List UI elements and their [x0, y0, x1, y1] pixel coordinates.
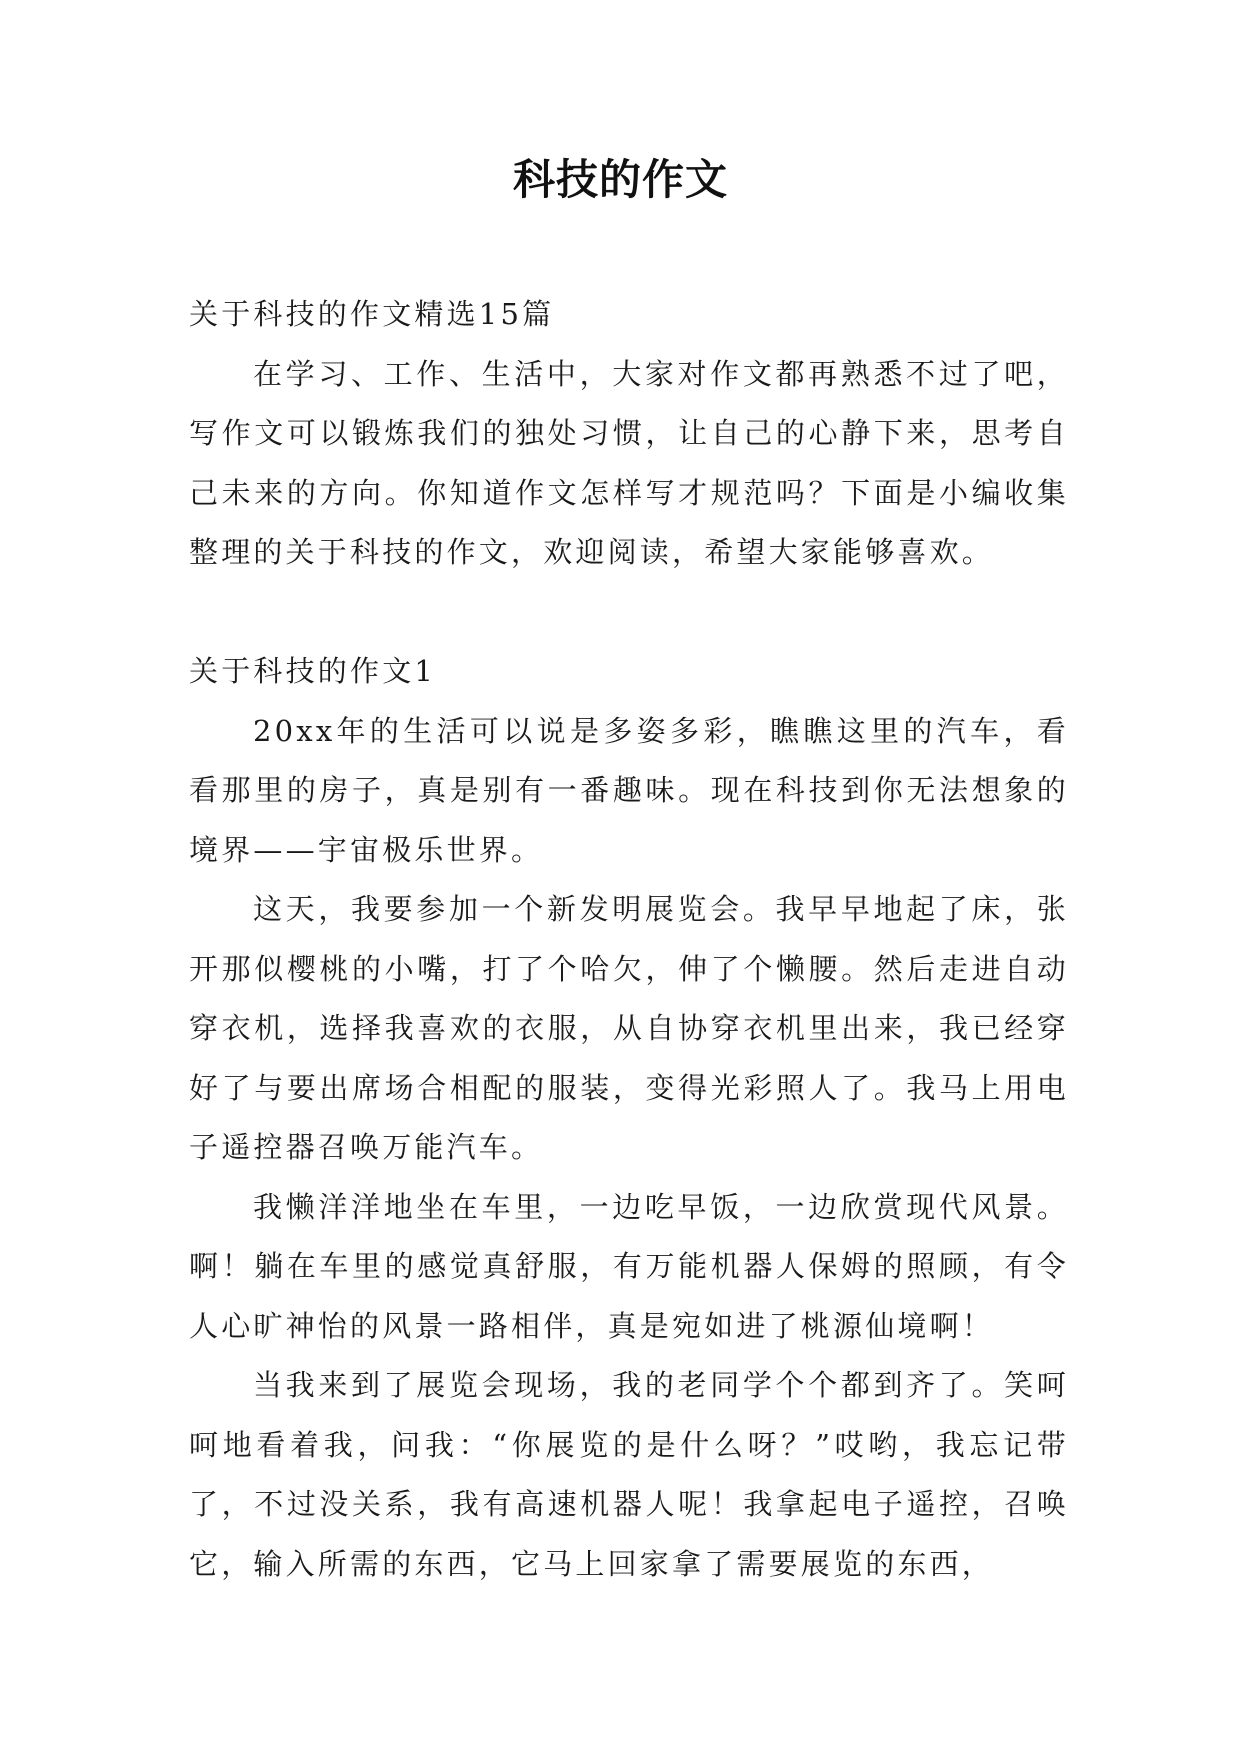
- body-paragraph: 当我来到了展览会现场，我的老同学个个都到齐了。笑呵呵地看着我，问我：“你展览的是什么呀？”哎哟，我忘记带了，不过没关系，我有高速机器人呢！我拿起电子遥控，召唤它，输入所需的东西，它马上回家拿了需要展览的东西，: [189, 1368, 1069, 1581]
- document-title: 科技的作文: [512, 155, 728, 204]
- document-subtitle: 关于科技的作文精选15篇: [189, 297, 555, 331]
- section-heading: 关于科技的作文1: [189, 654, 437, 688]
- intro-paragraph: 在学习、工作、生活中，大家对作文都再熟悉不过了吧，写作文可以锻炼我们的独处习惯，让自己的心静下来，思考自己未来的方向。你知道作文怎样写才规范吗？下面是小编收集整理的关于科技的作文，欢迎阅读，希望大家能够喜欢。: [189, 356, 1069, 569]
- body-paragraph: 我懒洋洋地坐在车里，一边吃早饭，一边欣赏现代风景。啊！躺在车里的感觉真舒服，有万能机器人保姆的照顾，有令人心旷神怡的风景一路相伴，真是宛如进了桃源仙境啊！: [189, 1189, 1069, 1343]
- document-body: [189, 285, 1069, 1594]
- body-paragraph: 20xx年的生活可以说是多姿多彩，瞧瞧这里的汽车，看看那里的房子，真是别有一番趣味。现在科技到你无法想象的境界——宇宙极乐世界。: [189, 713, 1069, 867]
- body-paragraph: 这天，我要参加一个新发明展览会。我早早地起了床，张开那似樱桃的小嘴，打了个哈欠，伸了个懒腰。然后走进自动穿衣机，选择我喜欢的衣服，从自协穿衣机里出来，我已经穿好了与要出席场合相配的服装，变得光彩照人了。我马上用电子遥控器召唤万能汽车。: [189, 892, 1069, 1164]
